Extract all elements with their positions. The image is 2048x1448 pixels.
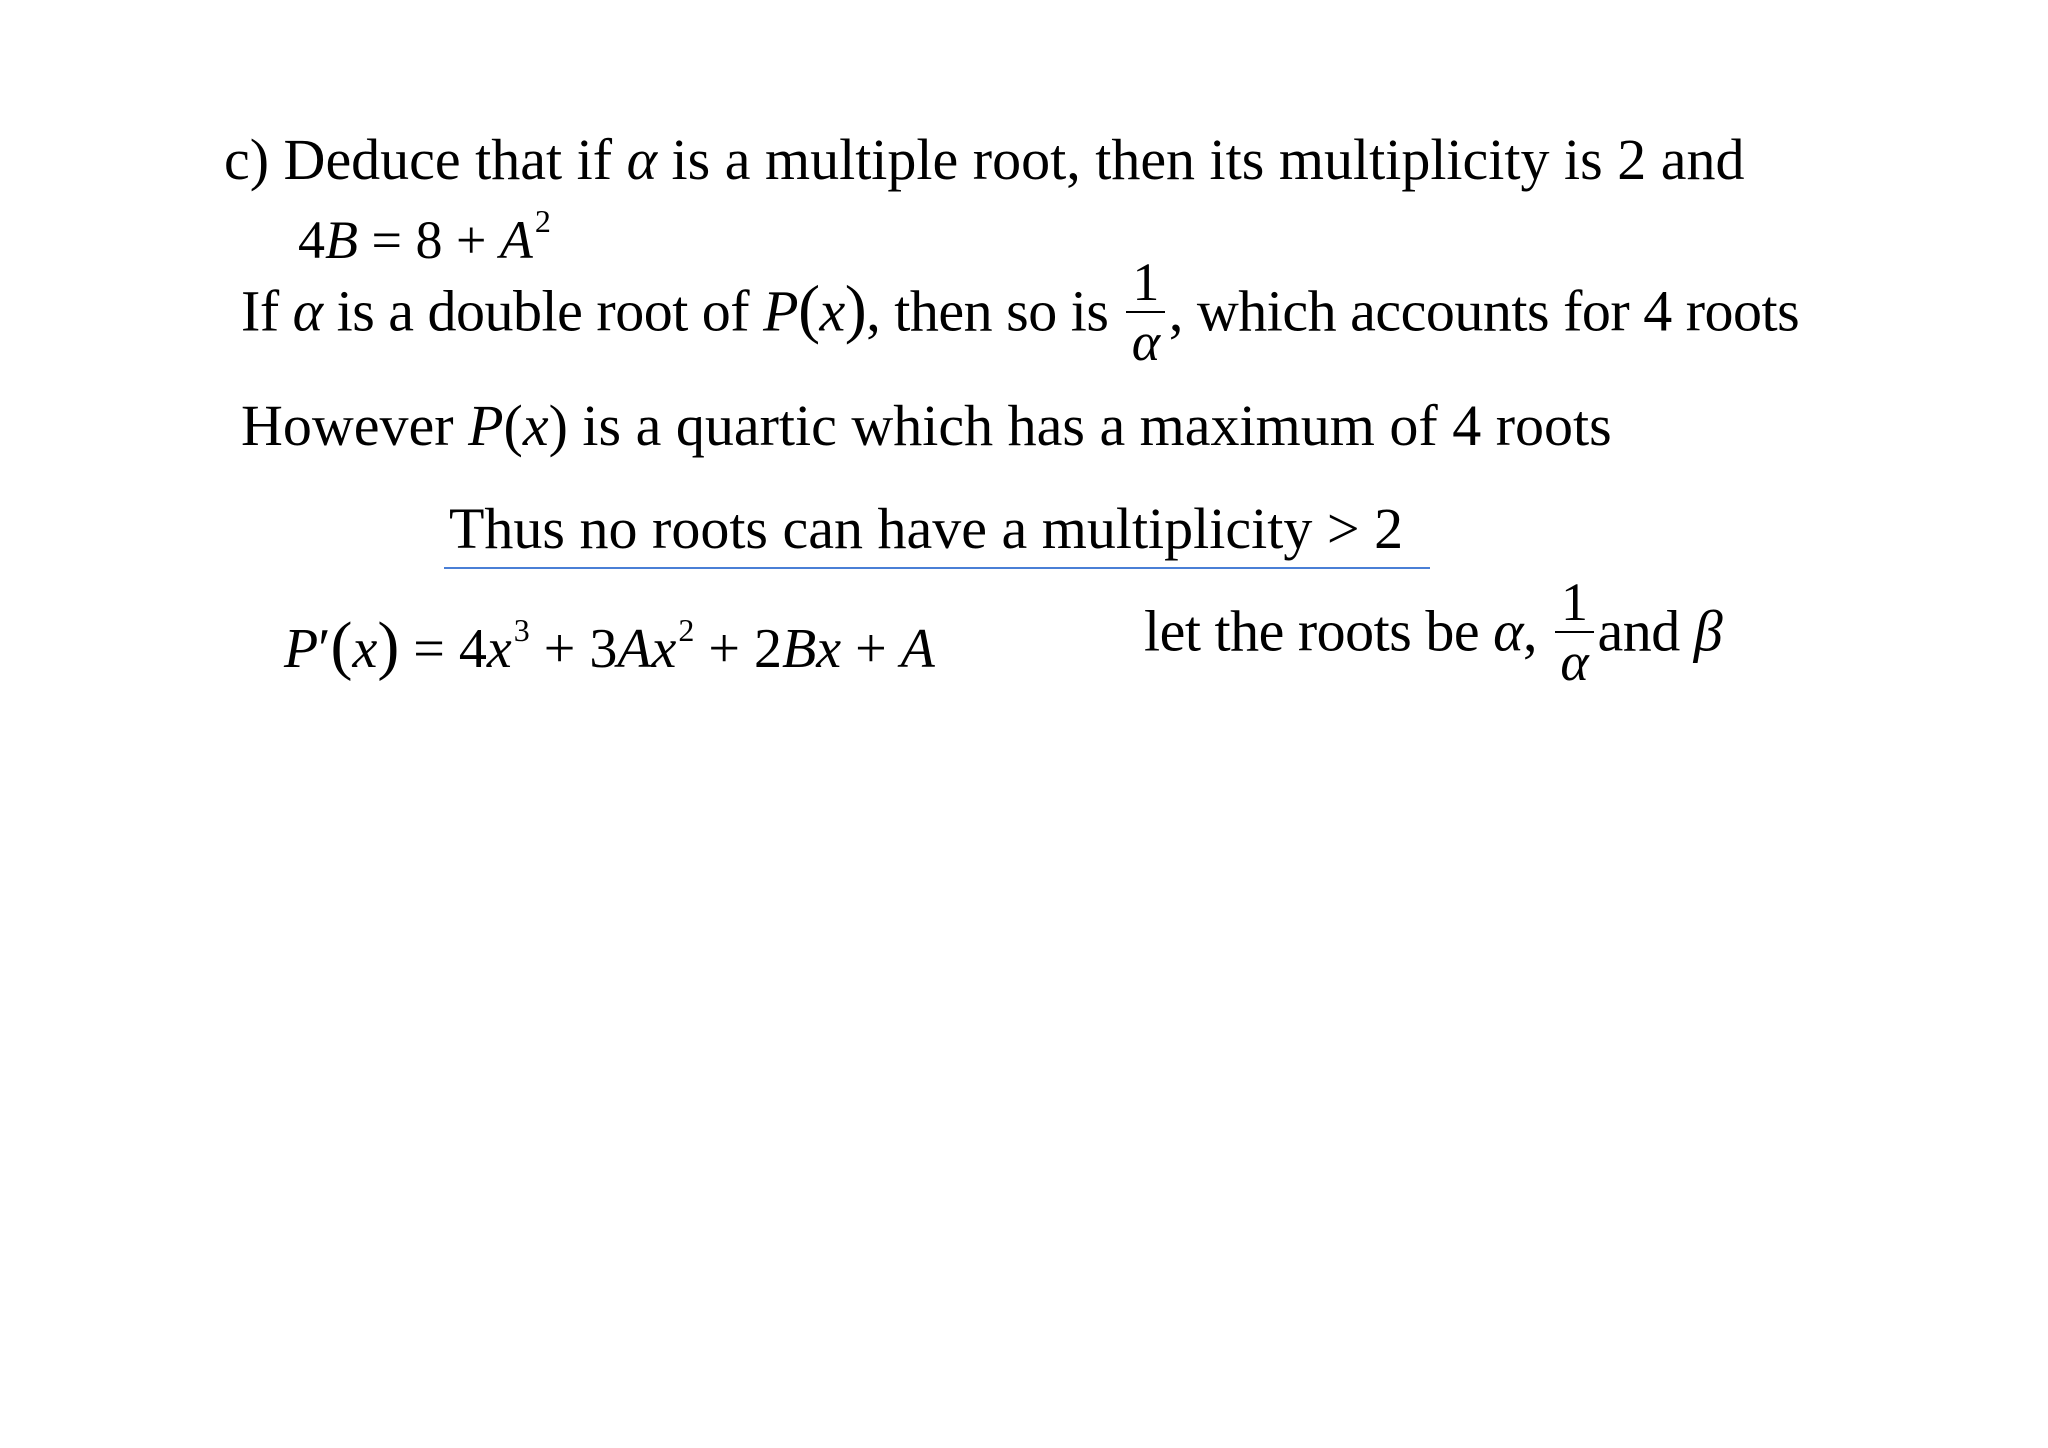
fraction-numerator: 1 <box>1555 574 1594 633</box>
comma: , <box>1523 598 1538 664</box>
however-start: However <box>241 393 454 458</box>
prime-symbol: ′ <box>318 618 331 680</box>
derivative-term1: = 4 <box>399 618 487 680</box>
conclusion-underline <box>444 567 1430 569</box>
fraction-denominator: α <box>1560 631 1589 692</box>
however-line <box>241 393 1612 458</box>
double-root-if: If <box>241 278 279 344</box>
however-rest: is a quartic which has a maximum of 4 roots <box>582 393 1612 458</box>
rparen: ) <box>844 272 867 346</box>
roots-text: let the roots be <box>1144 598 1480 664</box>
rparen: ) <box>377 609 400 682</box>
lparen: ( <box>503 393 523 458</box>
lparen: ( <box>798 272 820 346</box>
fraction-one-over-alpha <box>1555 574 1594 692</box>
p-symbol: P <box>284 618 319 680</box>
derivative-term2: + 3 <box>529 618 618 680</box>
lparen: ( <box>330 609 353 682</box>
alpha-symbol: α <box>626 127 658 192</box>
derivative-term3: + 2 <box>694 618 782 680</box>
conclusion-text: Thus no roots can have a multiplicity > 2 <box>449 496 1404 561</box>
p-symbol: P <box>468 393 504 458</box>
alpha-symbol: α <box>292 278 323 344</box>
rparen: ) <box>548 393 568 458</box>
double-root-text3: , which accounts for 4 roots <box>1168 278 1800 344</box>
double-root-text1: is a double root of <box>336 278 750 344</box>
x-symbol: x <box>486 618 512 680</box>
derivative-equation <box>284 609 935 682</box>
part-c-prefix: c) Deduce that if <box>224 127 613 192</box>
exponent-2: 2 <box>678 612 695 648</box>
part-c-heading <box>224 127 1745 192</box>
eq-4b-var: B <box>325 210 358 270</box>
p-symbol: P <box>763 278 799 344</box>
double-root-line <box>241 252 1800 376</box>
and-text: and <box>1597 598 1680 664</box>
fraction-denominator: α <box>1131 311 1160 372</box>
roots-line <box>1144 572 1723 696</box>
eq-4b-coef: 4 <box>298 210 325 270</box>
a-term: A <box>900 618 935 680</box>
alpha-symbol: α <box>1493 598 1524 664</box>
bx-term: Bx <box>782 618 842 680</box>
double-root-text2: , then so is <box>866 278 1109 344</box>
x-symbol: x <box>522 393 549 458</box>
part-c-text: is a multiple root, then its multiplicity is 2 and <box>671 127 1745 192</box>
eq-4b-middle: = 8 + <box>358 210 500 270</box>
eq-4b-exponent: 2 <box>534 203 551 239</box>
x-symbol: x <box>819 278 845 344</box>
x-symbol: x <box>352 618 378 680</box>
ax-term: Ax <box>617 618 677 680</box>
eq-4b-var-a: A <box>499 210 533 270</box>
fraction-numerator: 1 <box>1126 254 1165 313</box>
derivative-term4: + <box>841 618 901 680</box>
fraction-one-over-alpha <box>1126 254 1165 372</box>
exponent-3: 3 <box>513 612 530 648</box>
beta-symbol: β <box>1693 598 1723 664</box>
